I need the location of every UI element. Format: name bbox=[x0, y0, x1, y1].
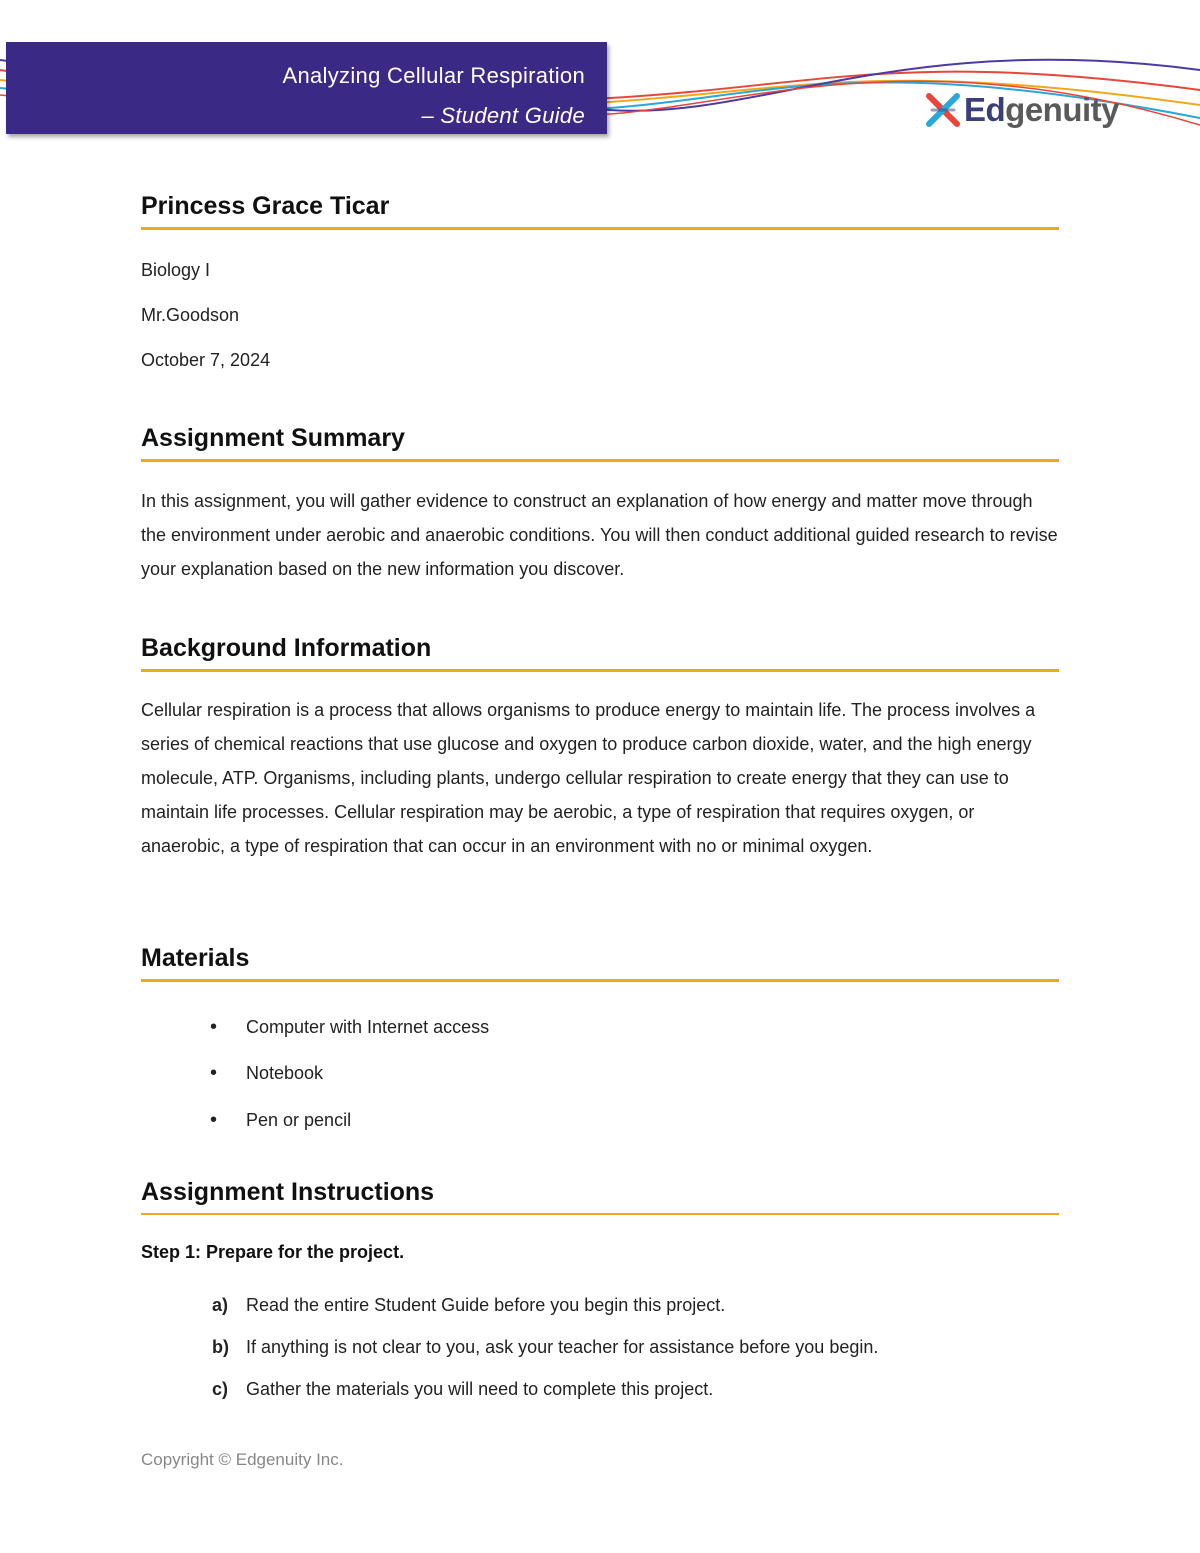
student-name: Princess Grace Ticar bbox=[141, 192, 1059, 230]
instructions-heading: Assignment Instructions bbox=[141, 1178, 1059, 1215]
document-title: Analyzing Cellular Respiration – Student Guide bbox=[282, 63, 585, 128]
list-item: b) If anything is not clear to you, ask your teacher for assistance before you begin. bbox=[212, 1336, 879, 1357]
step-title: Step 1: Prepare for the project. bbox=[141, 1242, 405, 1262]
edgenuity-logo bbox=[926, 88, 1119, 132]
list-item: a) Read the entire Student Guide before you begin this project. bbox=[212, 1294, 726, 1315]
header-band bbox=[6, 42, 607, 134]
logo-wordmark: Edgenuity bbox=[964, 91, 1120, 128]
bullet-icon: • bbox=[210, 1015, 218, 1038]
list-item: • Pen or pencil bbox=[210, 1108, 352, 1131]
bullet-icon: • bbox=[210, 1108, 218, 1131]
edgenuity-x-icon bbox=[926, 93, 960, 127]
course-name: Biology I bbox=[141, 260, 211, 280]
summary-heading: Assignment Summary bbox=[141, 424, 1059, 462]
copyright-notice: Copyright © Edgenuity Inc. bbox=[141, 1450, 344, 1469]
materials-heading: Materials bbox=[141, 944, 1059, 982]
materials-list bbox=[210, 1004, 489, 1144]
list-item: c) Gather the materials you will need to complete this project. bbox=[212, 1378, 714, 1399]
summary-text: In this assignment, you will gather evidence to construct an explanation of how energy and matter move through the environment under aerobic and anaerobic conditions. You will then conduct additional guided research to revise your explanation based on the new information you discover. bbox=[141, 491, 1058, 579]
bullet-icon: • bbox=[210, 1062, 218, 1085]
list-item: • Computer with Internet access bbox=[210, 1015, 490, 1038]
list-item: • Notebook bbox=[210, 1062, 324, 1085]
teacher-name: Mr.Goodson bbox=[141, 305, 240, 325]
date: October 7, 2024 bbox=[141, 350, 271, 370]
background-heading: Background Information bbox=[141, 634, 1059, 672]
background-text: Cellular respiration is a process that allows organisms to produce energy to maintain life. The process involves a series of chemical reactions that use glucose and oxygen to produce carbon dioxide, water, and the high energy molecule, ATP. Organisms, including plants, undergo cellular respiration to create energy that they can use to maintain life processes. Cellular respiration may be aerobic, a type of respiration that requires oxygen, or anaerobic, a type of respiration that can occur in an environment with no or minimal oxygen. bbox=[141, 700, 1036, 856]
step-list bbox=[212, 1284, 878, 1410]
